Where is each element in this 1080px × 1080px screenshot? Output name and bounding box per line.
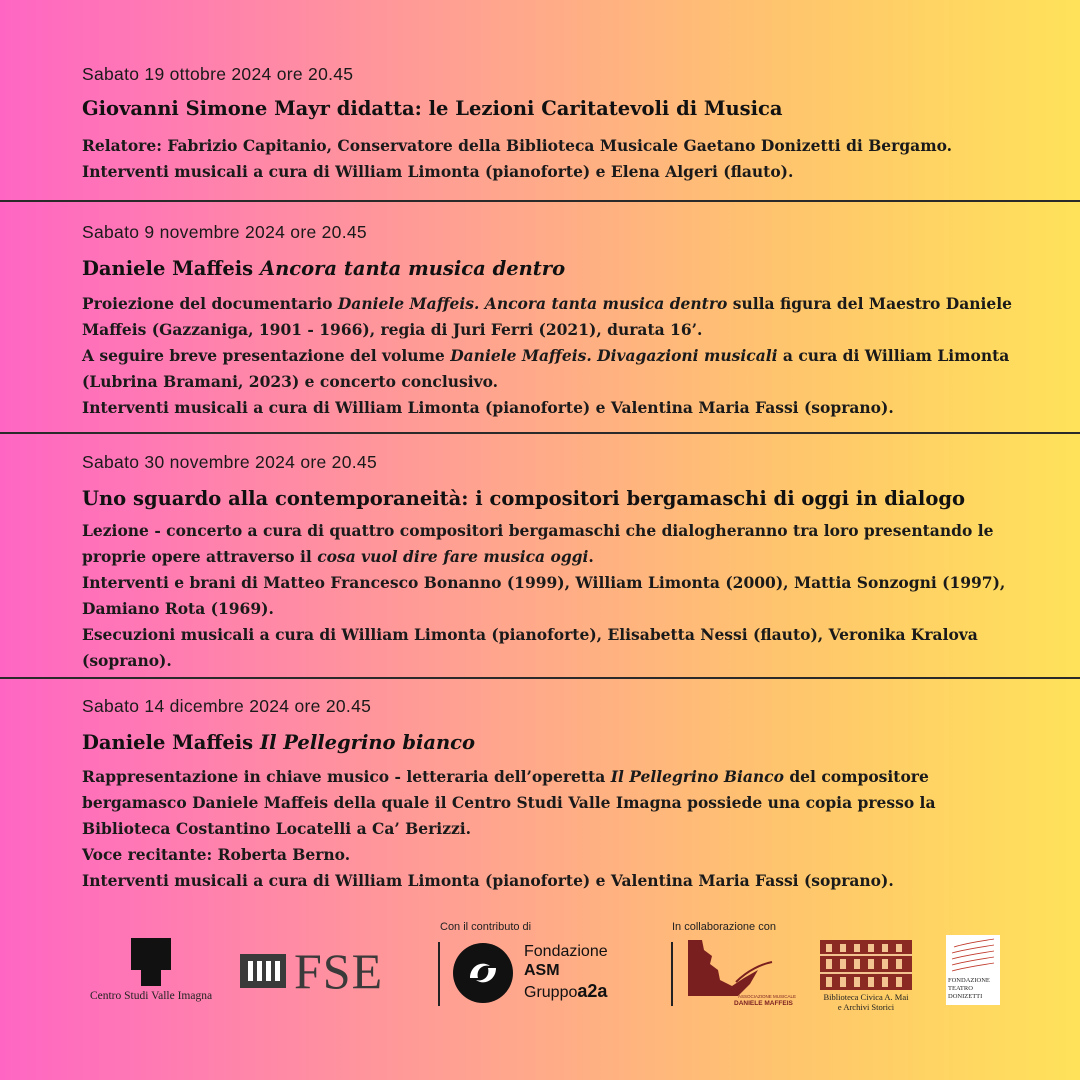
event-line: Relatore: Fabrizio Capitanio, Conservatore della Biblioteca Musicale Gaetano Donizetti di Bergamo. xyxy=(82,136,953,155)
event-title xyxy=(82,731,1020,754)
cvi-name: Centro Studi Valle Imagna xyxy=(89,990,213,1002)
fse-text: FSE xyxy=(294,943,384,999)
event-paragraph: Voce recitante: Roberta Berno. xyxy=(82,845,351,864)
divider xyxy=(0,432,1080,434)
biblio-line1: Biblioteca Civica A. Mai xyxy=(823,992,909,1002)
event-description xyxy=(82,518,1020,674)
event-date: Sabato 9 novembre 2024 ore 20.45 xyxy=(82,222,367,242)
event-title: Uno sguardo alla contemporaneità: i compositori bergamaschi di oggi in dialogo xyxy=(82,487,965,510)
text: A seguire breve presentazione del volume xyxy=(82,346,451,365)
event-title-italic: Il Pellegrino bianco xyxy=(259,731,476,754)
text-italic: Il Pellegrino Bianco xyxy=(610,767,784,786)
biblioteca-facade-icon xyxy=(820,940,912,990)
asm-line3b: a2a xyxy=(577,981,608,1001)
text: sulla figura del Maestro Daniele Maffeis (Gazzaniga, 1901 - 1966), regia di Juri Ferri (2021), durata 16’. xyxy=(82,294,1013,339)
event-date: Sabato 30 novembre 2024 ore 20.45 xyxy=(82,452,377,472)
text: del compositore bergamasco Daniele Maffeis della quale il Centro Studi Valle Imagna possiede una copia presso la Biblioteca Costantino Locatelli a Ca’ Berizzi. xyxy=(82,767,936,838)
text: Lezione - concerto a cura di quattro compositori bergamaschi che dialogheranno tra loro presentando le proprie opere attraverso il xyxy=(82,521,994,566)
divider xyxy=(0,677,1080,679)
fse-mark-icon xyxy=(240,954,286,988)
text: Proiezione del documentario xyxy=(82,294,338,313)
cvi-mark-icon xyxy=(131,938,171,986)
asm-logo xyxy=(452,942,608,1004)
event-paragraph: Interventi musicali a cura di William Limonta (pianoforte) e Valentina Maria Fassi (soprano). xyxy=(82,871,894,890)
event-title-plain: Daniele Maffeis xyxy=(82,257,260,280)
text-italic: Daniele Maffeis. Divagazioni musicali xyxy=(450,346,778,365)
event-1 xyxy=(82,64,1020,185)
event-description xyxy=(82,764,1020,894)
event-paragraph: Interventi musicali a cura di William Limonta (pianoforte) e Valentina Maria Fassi (soprano). xyxy=(82,398,894,417)
event-paragraph: Interventi e brani di Matteo Francesco Bonanno (1999), William Limonta (2000), Mattia Sonzogni (1997), Damiano Rota (1969). xyxy=(82,573,1006,618)
event-paragraph xyxy=(82,518,1020,570)
asm-line1: Fondazione xyxy=(524,943,608,960)
event-title xyxy=(82,257,1020,280)
asm-line3a: Gruppo xyxy=(524,984,578,1001)
event-4 xyxy=(82,696,1020,894)
text: . xyxy=(588,547,594,566)
fse-logo xyxy=(240,943,384,999)
collab-caption: In collaborazione con xyxy=(672,921,776,933)
cvi-logo xyxy=(80,938,222,1002)
event-description xyxy=(82,133,1020,185)
asm-line2: ASM xyxy=(524,962,560,979)
footer-divider xyxy=(671,942,673,1006)
teatro-line3: DONIZETTI xyxy=(948,993,983,1000)
text-italic: Daniele Maffeis. Ancora tanta musica dentro xyxy=(337,294,728,313)
footer-divider xyxy=(438,942,440,1006)
event-3 xyxy=(82,452,1020,674)
event-paragraph xyxy=(82,343,1020,395)
maffeis-name: DANIELE MAFFEIS xyxy=(734,1000,793,1007)
teatro-line1: FONDAZIONE xyxy=(948,977,990,984)
event-title: Giovanni Simone Mayr didatta: le Lezioni Caritatevoli di Musica xyxy=(82,97,783,120)
event-paragraph xyxy=(82,291,1020,343)
teatro-curtain-icon xyxy=(946,935,1000,977)
maffeis-logo xyxy=(686,940,800,1007)
event-2 xyxy=(82,222,1020,421)
teatro-line2: TEATRO xyxy=(948,985,973,992)
event-paragraph: Esecuzioni musicali a cura di William Limonta (pianoforte), Elisabetta Nessi (flauto), Veronika Kralova (soprano). xyxy=(82,625,978,670)
event-paragraph xyxy=(82,764,1020,842)
text: a cura di William Limonta (Lubrina Bramani, 2023) e concerto conclusivo. xyxy=(82,346,1010,391)
text: Rappresentazione in chiave musico - letteraria dell’operetta xyxy=(82,767,611,786)
event-date: Sabato 14 dicembre 2024 ore 20.45 xyxy=(82,696,372,716)
event-line: Interventi musicali a cura di William Limonta (pianoforte) e Elena Algeri (flauto). xyxy=(82,162,794,181)
biblio-line2: e Archivi Storici xyxy=(837,1002,895,1012)
biblioteca-logo xyxy=(816,940,916,1012)
maffeis-profile-icon xyxy=(686,940,786,998)
contrib-caption: Con il contributo di xyxy=(440,921,532,933)
event-title-plain: Daniele Maffeis xyxy=(82,731,260,754)
asm-circle-icon xyxy=(452,942,514,1004)
event-date: Sabato 19 ottobre 2024 ore 20.45 xyxy=(82,64,354,84)
divider xyxy=(0,200,1080,202)
event-title-italic: Ancora tanta musica dentro xyxy=(259,257,566,280)
maffeis-assoc: ASSOCIAZIONE MUSICALE xyxy=(738,994,797,999)
text-italic: cosa vuol dire fare musica oggi xyxy=(317,547,589,566)
teatro-donizetti-logo xyxy=(946,935,1000,1005)
event-description xyxy=(82,291,1020,421)
